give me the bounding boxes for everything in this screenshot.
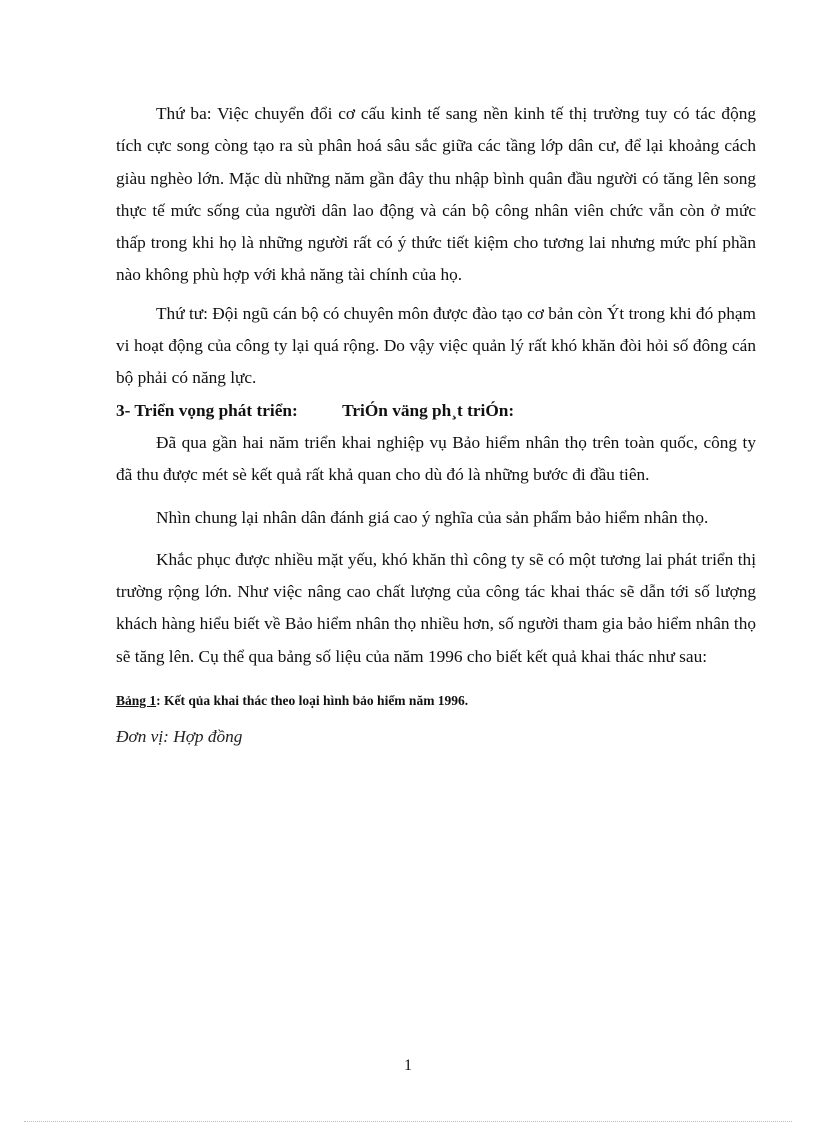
section-heading-garbled: TriÓn väng ph¸t triÓn: [342,400,515,420]
document-body [116,98,756,747]
section-heading-title: 3- Triển vọng phát triển: [116,400,298,420]
table-caption-text: : Kết qủa khai thác theo loại hình bảo hiểm năm 1996. [156,693,469,709]
unit-line: Đơn vị: Hợp đồng [116,727,243,747]
paragraph-thu-ba: Thứ ba: Việc chuyển đổi cơ cấu kinh tế sang nền kinh tế thị trường tuy có tác động tích cực song còng tạo ra sù phân hoá sâu sắc giữa các tầng lớp dân cư, để lại khoảng cách giàu nghèo lớn. Mặc dù những năm gần đây thu nhập bình quân đầu người có tăng lên song thực tế mức sống của người dân lao động và cán bộ công nhân viên chức vẫn còn ở mức thấp trong khi họ là những người rất có ý thức tiết kiệm cho tương lai nhưng mức phí phần nào không phù hợp với khả năng tài chính của họ. [116,104,756,285]
page-bottom-dotted-rule [24,1121,792,1122]
table-caption-label: Bảng 1 [116,693,157,709]
section-heading [116,395,756,427]
paragraph-gap [116,534,756,544]
paragraph-gap [116,492,756,502]
paragraph-da-qua: Đã qua gần hai năm triển khai nghiệp vụ Bảo hiểm nhân thọ trên toàn quốc, công ty đã thu được mét sè kết quả rất khả quan cho dù đó là những bước đi đầu tiên. [116,432,756,485]
paragraph-khac-phuc: Khắc phục được nhiều mặt yếu, khó khăn thì công ty sẽ có một tương lai phát triển thị trường rộng lớn. Như việc nâng cao chất lượng của công tác khai thác sẽ dẫn tới số lượng khách hàng hiểu biết về Bảo hiểm nhân thọ nhiều hơn, số người tham gia bảo hiểm nhân thọ sẽ tăng lên. Cụ thể qua bảng số liệu của năm 1996 cho biết kết quả khai thác như sau: [116,549,756,666]
paragraph-thu-tu: Thứ tư: Đội ngũ cán bộ có chuyên môn được đào tạo cơ bản còn Ýt trong khi đó phạm vi hoạt động của công ty lại quá rộng. Do vậy việc quản lý rất khó khăn đòi hỏi số đông cán bộ phải có năng lực. [116,303,756,388]
table-caption [116,691,756,711]
page-number: 1 [404,1057,412,1074]
paragraph-nhin-chung: Nhìn chung lại nhân dân đánh giá cao ý nghĩa của sản phẩm bảo hiểm nhân thọ. [156,507,709,527]
